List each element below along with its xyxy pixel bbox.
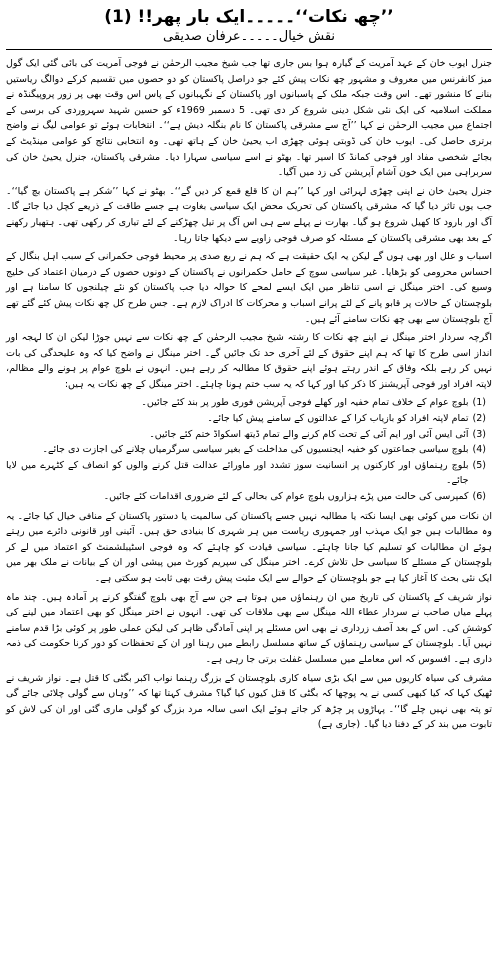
paragraph: ان نکات میں کوئی بھی ایسا نکتہ یا مطالبہ نہیں جسے پاکستان کی سالمیت یا دستور پاکستان کے منافی خیال کیا جائے۔ یہ وہ مطالبات ہیں جو ایک مہذب اور جمہوری ریاست میں ہر شہری کا بنیادی حق ہیں۔ آئینی اور قانونی دائرے میں رہتے ہوئے ان مطالبات کو تسلیم کیا جانا چاہئے۔ سیاسی قیادت کو چاہئے کہ وہ فوجی اسٹیبلشمنٹ کو اعتماد میں لے کر بلوچستان کے مسئلے کا سیاسی حل تلاش کرے۔ اختر مینگل کی سپریم کورٹ میں پیشی اور ان کے بیانات نے ملک بھر میں ایک نئی بحث کا آغاز کیا ہے جو بلوچستان کے حوالے سے ایک مثبت پیش رفت بھی ثابت ہو سکتی ہے۔ bbox=[6, 510, 492, 584]
demand-number: (3) bbox=[472, 428, 486, 440]
list-item bbox=[6, 489, 486, 505]
article-body bbox=[6, 56, 492, 733]
paragraph: اسباب و علل اور بھی ہوں گے لیکن یہ ایک حقیقت ہے کہ ہم نے ربع صدی پر محیط فوجی حکمرانی کے سبب اہل بنگال کے احساس محرومی کو بڑھایا۔ غیر سیاسی سوچ کے حامل حکمرانوں نے پاکستان کے دونوں حصوں کے درمیان اعتماد کی خلیج وسیع کی۔ اختر مینگل نے اسی تناظر میں ایک ایسے لمحے کا حوالہ دیا جب پاکستان کو نئے چیلنجوں کا سامنا ہے اور بلوچستان کے حالات پر قابو پانے کے لئے پرانے اسباب و محرکات کا ادراک لازم ہے۔ جس طرح کل چھ نکات پیش کئے گئے تھے آج بلوچستان سے بھی چھ نکات سامنے آئے ہیں۔ bbox=[6, 251, 492, 325]
paragraph: مشرف کی سیاہ کاریوں میں سے ایک بڑی سیاہ کاری بلوچستان کے بزرگ رہنما نواب اکبر بگٹی کا قتل ہے۔ نواز شریف نے ٹھیک کہا کہ کیا کبھی کسی نے یہ پوچھا کہ بگٹی کا قتل کیوں کیا گیا؟ مشرف کہتا تھا کہ ’’وہاں سے گولی چلائی جائے گی تو پتہ بھی نہیں چلے گا‘‘۔ پہاڑوں پر چڑھ کر جاتے ہوئے ایک اسی سالہ مرد بزرگ کو گولی ماری گئی اور ان کی لاش کو تابوت میں بند کر کے دفنا دیا گیا۔ (جاری ہے) bbox=[6, 672, 492, 731]
demands-list bbox=[6, 395, 492, 504]
list-item bbox=[6, 427, 486, 443]
demand-text: کمپرسی کی حالت میں پڑے ہزاروں بلوچ عوام کی بحالی کے لئے ضروری اقدامات کئے جائیں۔ bbox=[103, 491, 469, 503]
list-item bbox=[6, 411, 486, 427]
demand-text: آئی ایس آئی اور ایم آئی کے تحت کام کرنے والے تمام ڈیتھ اسکواڈ ختم کئے جائیں۔ bbox=[149, 428, 469, 440]
demand-text: بلوچ رہنماؤں اور کارکنوں پر انسانیت سوز تشدد اور ماورائے عدالت قتل کرنے والوں کو انصاف کے کٹہرے میں لایا جائے۔ bbox=[6, 459, 469, 487]
list-item bbox=[6, 442, 486, 458]
paragraph: جنرل یحییٰ خان نے اپنی چھڑی لہرائی اور کہا ’’ہم ان کا قلع قمع کر دیں گے‘‘۔ بھٹو نے کہا ’’شکر ہے پاکستان بچ گیا‘‘۔ جب یوں تاثر دیا گیا کہ مشرقی پاکستان کی تحریک محض ایک سیاسی بغاوت ہے جسے طاقت کے ذریعے کچل دیا جائے گا۔ آگ اور بارود کا کھیل شروع ہو گیا۔ بھارت نے پہلے سے ہی اس آگ پر تیل چھڑکنے کے لئے تیاری کر رکھی تھی۔ ہتھیار رکھنے کے بعد بھی مشرقی پاکستان کے مسئلہ کو صرف فوجی زاویے سے دیکھا جاتا رہا۔ bbox=[6, 185, 492, 244]
demand-number: (2) bbox=[472, 413, 486, 425]
paragraph: اگرچہ سردار اختر مینگل نے اپنے چھ نکات کا رشتہ شیخ مجیب الرحمٰن کے چھ نکات سے نہیں جوڑا لیکن ان کا لہجہ اور انداز اسی طرح کا تھا کہ ہم اپنے حقوق کے لئے آخری حد تک جائیں گے۔ اختر مینگل نے واضح کیا کہ وہ علیحدگی کی بات نہیں کر رہے بلکہ وفاق کے اندر رہتے ہوئے اپنے حقوق کا مطالبہ کر رہے ہیں۔ انہوں نے بلوچ عوام پر ہونے والے مظالم، لاپتہ افراد اور فوجی آپریشنز کا ذکر کیا اور کہا کہ یہ سب ختم ہونا چاہئے۔ اختر مینگل کے چھ نکات یہ ہیں: bbox=[6, 332, 492, 390]
demand-number: (5) bbox=[472, 459, 486, 471]
demand-text: بلوچ سیاسی جماعتوں کو خفیہ ایجنسیوں کی مداخلت کے بغیر سیاسی سرگرمیاں چلانے کی اجازت دی جائے۔ bbox=[42, 444, 469, 456]
demand-number: (1) bbox=[472, 397, 486, 409]
paragraph: جنرل ایوب خان کے عہد آمریت کے گیارہ ہوا بس جاری تھا جب شیخ مجیب الرحمٰن نے فوجی آمریت کی بائی گئی ایک گول میز کانفرنس میں معروف و مشہور چھ نکات پیش کئے جو دراصل پاکستان کو دو حصوں میں تقسیم کرکے دوالگ ریاستیں بنانے کا منشور تھے۔ اس وقت جبکہ ملک کے پاسبانوں اور پاکستان کے نگہبانوں کے پاس اس وقت بھی پر زور پروپیگنڈہ نے مملکت اسلامیہ کی ایک نئی شکل دینی شروع کر دی تھی۔ 5 دسمبر 1969ء کو حسین شہید سہروردی کی برسی کے اجتماع میں مجیب الرحمٰن نے کہا ’’آج سے مشرقی پاکستان کا نام بنگلہ دیش ہے‘‘۔ انتخابات ہوئے تو عوامی لیگ نے واضح برتری حاصل کی۔ ایوب خان کی ڈوبتی ہوئی چھڑی اب یحییٰ خان کے ہاتھ تھی۔ وہ انتخابی نتائج کو عوامی مینڈیٹ کے بجائے شخصی مفاد اور فوجی کمانڈ کا اسیر تھا۔ بھٹو نے اسے سیاسی سہارا دیا۔ مشرقی پاکستان، جنرل یحییٰ خان کی سربراہی میں ایک خون آشام آپریشن کی زد میں آگیا۔ bbox=[6, 58, 493, 179]
demand-number: (4) bbox=[472, 444, 486, 456]
demand-number: (6) bbox=[472, 491, 486, 503]
demand-text: تمام لاپتہ افراد کو بازیاب کرا کے عدالتوں کے سامنے پیش کیا جائے۔ bbox=[207, 413, 469, 425]
article bbox=[6, 0, 492, 733]
list-item bbox=[6, 395, 486, 411]
article-byline: نقش خیال۔۔۔۔۔عرفان صدیقی bbox=[6, 28, 492, 50]
list-item bbox=[6, 458, 486, 489]
demand-text: بلوچ عوام کے خلاف تمام خفیہ اور کھلے فوجی آپریشن فوری طور پر بند کئے جائیں۔ bbox=[141, 397, 469, 409]
paragraph: نواز شریف کے پاکستان کی تاریخ میں ان رہنماؤں میں ہوتا ہے جن سے آج بھی بلوچ گفتگو کرنے پر آمادہ ہیں۔ چند ماہ پہلے میاں صاحب نے سردار عطاء اللہ مینگل سے بھی ملاقات کی تھی۔ انہوں نے اختر مینگل کو بھی اعتماد میں لینے کی کوشش کی۔ اس کے بعد آصف زرداری نے بھی اس مسئلے پر اپنی آمادگی ظاہر کی لیکن عملی طور پر کوئی بڑا قدم سامنے نہیں آیا۔ بلوچستان کے سیاسی رہنماؤں کے ساتھ مسلسل رابطے میں رہنا اور ان کے تحفظات کو دور کرنا حکومت کی ذمہ داری ہے۔ افسوس کہ اس معاملے میں مسلسل غفلت برتی جا رہی ہے۔ bbox=[6, 591, 492, 665]
article-title: ’’چھ نکات‘‘۔۔۔۔۔ایک بار پھر!! (1) bbox=[104, 7, 394, 27]
